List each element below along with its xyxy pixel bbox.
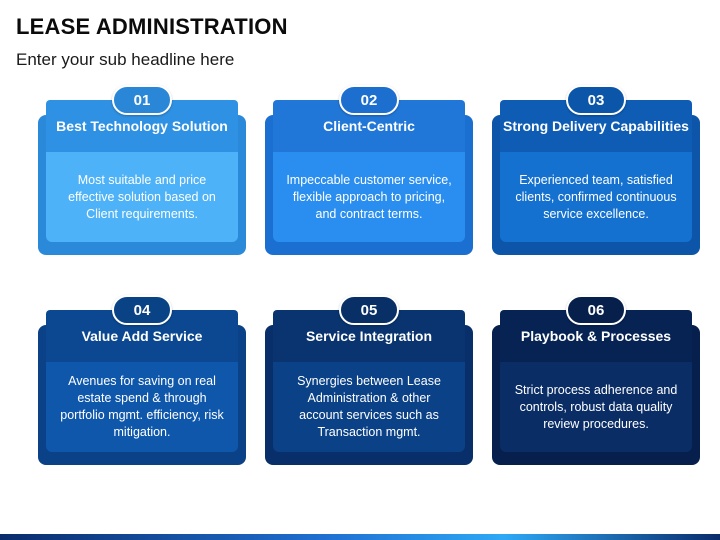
card-05 xyxy=(265,295,473,465)
card-03 xyxy=(492,85,700,255)
card-06 xyxy=(492,295,700,465)
card-text: Strict process adherence and controls, robust data quality review procedures. xyxy=(500,362,692,452)
card-text: Avenues for saving on real estate spend & through portfolio mgmt. efficiency, risk mitigation. xyxy=(46,362,238,452)
page-subtitle: Enter your sub headline here xyxy=(16,50,235,69)
card-heading: Playbook & Processes xyxy=(500,310,692,362)
card-text: Impeccable customer service, flexible approach to pricing, and contract terms. xyxy=(273,152,465,242)
card-heading: Service Integration xyxy=(273,310,465,362)
footer-bar xyxy=(0,534,720,540)
card-text: Experienced team, satisfied clients, confirmed continuous service excellence. xyxy=(500,152,692,242)
card-01 xyxy=(38,85,246,255)
card-heading: Value Add Service xyxy=(46,310,238,362)
card-heading: Client-Centric xyxy=(273,100,465,152)
card-number-badge: 03 xyxy=(566,85,626,115)
card-text: Most suitable and price effective solution based on Client requirements. xyxy=(46,152,238,242)
card-number-badge: 02 xyxy=(339,85,399,115)
card-text: Synergies between Lease Administration & other account services such as Transaction mgmt. xyxy=(273,362,465,452)
card-heading: Best Technology Solution xyxy=(46,100,238,152)
card-heading: Strong Delivery Capabilities xyxy=(500,100,692,152)
card-number-badge: 05 xyxy=(339,295,399,325)
card-number-badge: 01 xyxy=(112,85,172,115)
card-number-badge: 04 xyxy=(112,295,172,325)
card-02 xyxy=(265,85,473,255)
card-number-badge: 06 xyxy=(566,295,626,325)
card-04 xyxy=(38,295,246,465)
page-title: LEASE ADMINISTRATION xyxy=(16,14,288,39)
